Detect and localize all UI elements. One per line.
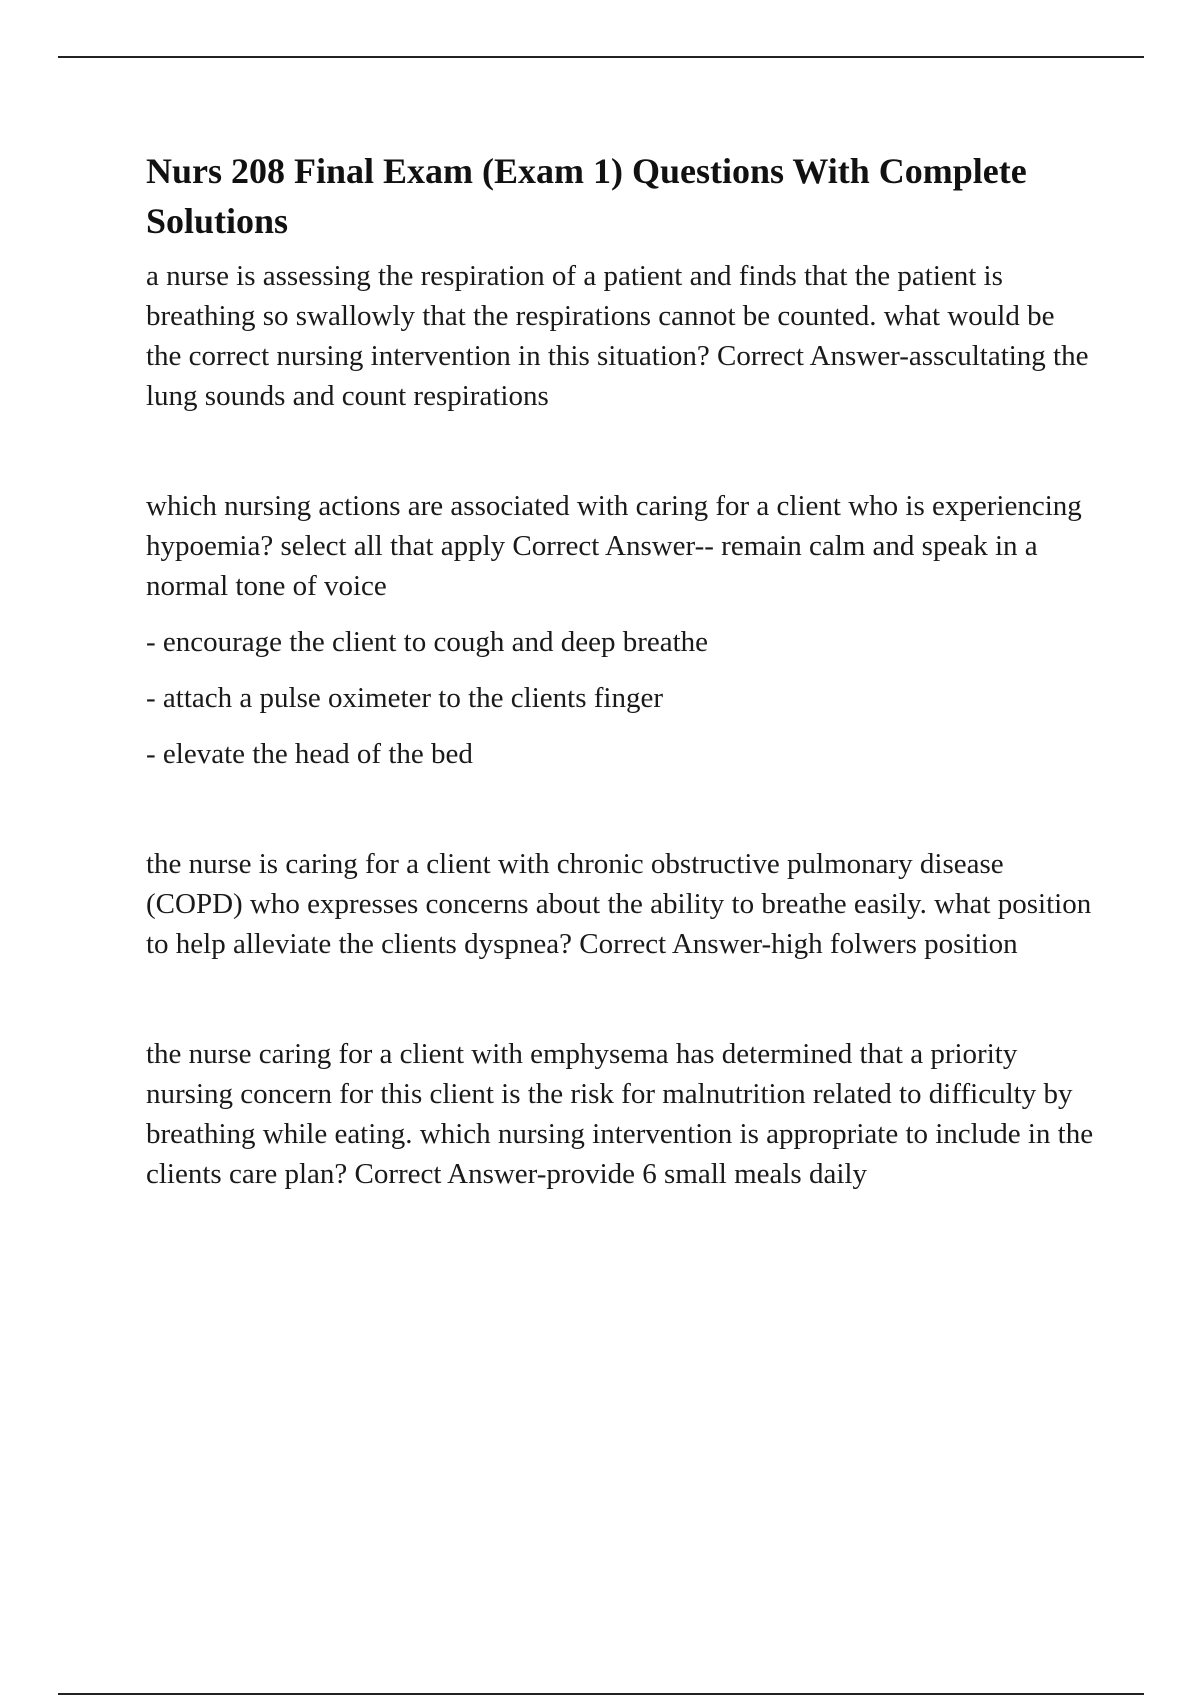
question-4: the nurse caring for a client with emphysema has determined that a priority nursing concern for this client is the risk for malnutrition related to difficulty by breathing while eating. which nursing intervention is appropriate to include in the clients care plan? Correct Answer-provide 6 small meals daily xyxy=(146,1038,1094,1190)
question-2: which nursing actions are associated with caring for a client who is experiencing hypoemia? select all that apply Correct Answer-- remain calm and speak in a normal tone of voice xyxy=(146,490,1082,602)
answer-item: - elevate the head of the bed xyxy=(146,738,473,770)
answer-item: - attach a pulse oximeter to the clients finger xyxy=(146,682,663,714)
document-title: Nurs 208 Final Exam (Exam 1) Questions With Complete Solutions xyxy=(146,151,1027,241)
document-body xyxy=(146,146,1096,1194)
top-divider xyxy=(58,56,1144,58)
answer-item: - encourage the client to cough and deep breathe xyxy=(146,626,709,658)
bottom-divider xyxy=(58,1693,1144,1695)
question-1: a nurse is assessing the respiration of a patient and finds that the patient is breathing so swallowly that the respirations cannot be counted. what would be the correct nursing intervention in this situation? Correct Answer-asscultating the lung sounds and count respirations xyxy=(146,260,1089,412)
question-3: the nurse is caring for a client with chronic obstructive pulmonary disease (COPD) who expresses concerns about the ability to breathe easily. what position to help alleviate the clients dyspnea? Correct Answer-high folwers position xyxy=(146,848,1092,960)
